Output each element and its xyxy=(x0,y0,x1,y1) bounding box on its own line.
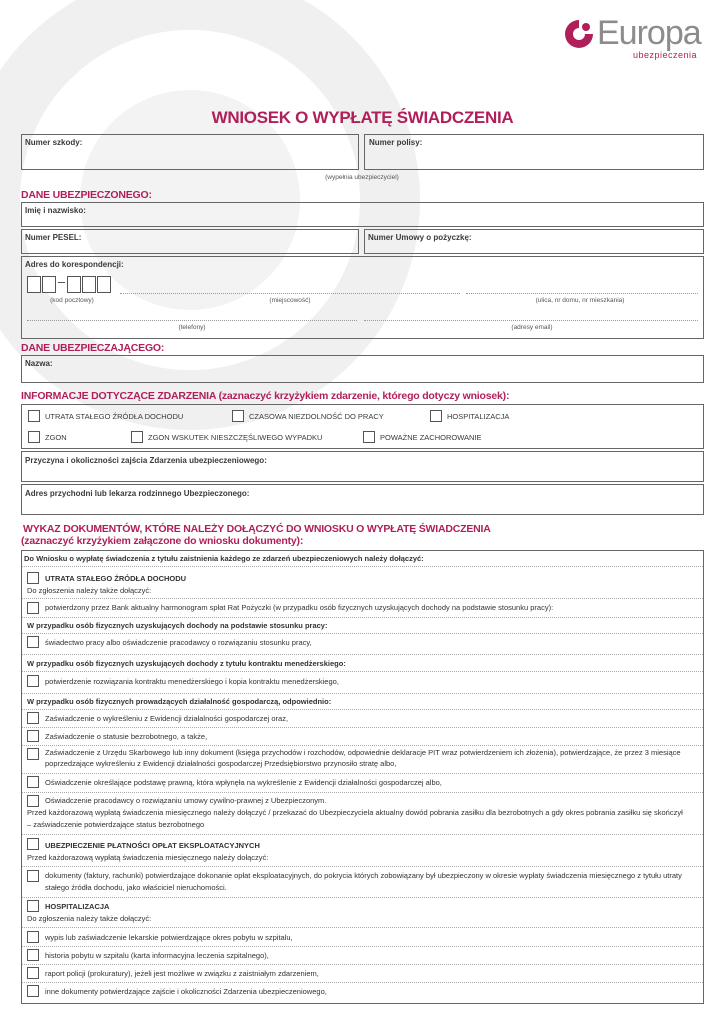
divider xyxy=(22,964,703,965)
business-heading: W przypadku osób fizycznych prowadzących działalność gospodarczą, odpowiednio: xyxy=(27,697,332,706)
invoices-text-1: dokumenty (faktury, rachunki) potwierdzające dokonanie opłat eksploatacyjnych, do pokrycia których zobowiązany był ubezpieczony w okresie wypłaty świadczenia miesięcznego z tytułu utraty xyxy=(45,871,682,880)
unemployed-status-text: Zaświadczenie o statusie bezrobotnego, a także, xyxy=(45,732,208,741)
police-report-text: raport policji (prokuratury), jeżeli jest możliwe w związku z zaistniałym zdarzeniem, xyxy=(45,969,319,978)
docs-intro: Do Wniosku o wypłatę świadczenia z tytułu zaistnienia każdego ze zdarzeń ubezpieczeniowych należy dołączyć: xyxy=(24,554,424,563)
loan-number-label: Numer Umowy o pożyczkę: xyxy=(368,233,472,242)
event-incapacity-checkbox[interactable] xyxy=(232,410,244,422)
employment-heading: W przypadku osób fizycznych uzyskujących dochody na podstawie stosunku pracy: xyxy=(27,621,328,630)
city-line[interactable] xyxy=(120,293,460,294)
event-hospital-label: HOSPITALIZACJA xyxy=(447,412,510,421)
insurer-name-label: Nazwa: xyxy=(25,359,53,368)
event-job-loss-checkbox[interactable] xyxy=(28,410,40,422)
event-illness-label: POWAŻNE ZACHOROWANIE xyxy=(380,433,482,442)
street-caption: (ulica, nr domu, nr mieszkania) xyxy=(535,297,625,304)
event-death-checkbox[interactable] xyxy=(28,431,40,443)
monthly-note-2: – zaświadczenie potwierdzające status bezrobotnego xyxy=(27,820,205,829)
email-caption: (adresy email) xyxy=(511,324,553,331)
divider xyxy=(22,792,703,793)
divider xyxy=(22,727,703,728)
tax-office-text-1: Zaświadczenie z Urzędu Skarbowego lub inny dokument (księga przychodów i rozchodów, odpowiednie deklaracje PIT wraz potwierdzeniem ich złożenia), potwierdzające, że przez 3 miesiące xyxy=(45,748,681,757)
job-loss-title: UTRATA STAŁEGO ŹRÓDŁA DOCHODU xyxy=(45,574,187,583)
event-illness-checkbox[interactable] xyxy=(363,431,375,443)
divider xyxy=(22,897,703,898)
cause-label: Przyczyna i okoliczności zajścia Zdarzenia ubezpieczeniowego: xyxy=(25,456,267,465)
utility-fees-title: UBEZPIECZENIE PŁATNOŚCI OPŁAT EKSPLOATACYJNYCH xyxy=(45,841,260,850)
hospitalization-checkbox[interactable] xyxy=(27,900,39,912)
loan-number-field[interactable] xyxy=(364,229,704,254)
event-death-label: ZGON xyxy=(45,433,67,442)
event-heading: INFORMACJE DOTYCZĄCE ZDARZENIA (zaznaczyć krzyżykiem zdarzenie, którego dotyczy wniosek): xyxy=(21,390,510,402)
divider xyxy=(22,745,703,746)
postal-caption: (kod pocztowy) xyxy=(50,297,94,304)
schedule-checkbox[interactable] xyxy=(27,602,39,614)
phones-caption: (telefony) xyxy=(178,324,206,331)
event-hospital-checkbox[interactable] xyxy=(430,410,442,422)
policy-number-label: Numer polisy: xyxy=(369,138,423,147)
street-line[interactable] xyxy=(466,293,698,294)
logo-mark-icon xyxy=(563,18,595,50)
divider xyxy=(22,709,703,710)
divider xyxy=(22,617,703,618)
other-docs-checkbox[interactable] xyxy=(27,985,39,997)
divider xyxy=(22,773,703,774)
event-job-loss-label: UTRATA STAŁEGO ŹRÓDŁA DOCHODU xyxy=(45,412,184,421)
legal-basis-text: Oświadczenie określające podstawę prawną, która wpłynęła na wykreślenie z Ewidencji działalności gospodarczej albo, xyxy=(45,778,442,787)
divider xyxy=(22,927,703,928)
divider xyxy=(22,866,703,867)
full-name-field[interactable] xyxy=(21,202,704,227)
unemployed-status-checkbox[interactable] xyxy=(27,730,39,742)
divider xyxy=(22,671,703,672)
hospital-history-text: historia pobytu w szpitalu (karta informacyjna leczenia szpitalnego), xyxy=(45,951,269,960)
legal-basis-checkbox[interactable] xyxy=(27,776,39,788)
docs-subheading: (zaznaczyć krzyżykiem załączone do wniosku dokumenty): xyxy=(21,535,304,547)
invoices-text-2: stałego źródła dochodu, jako właściciel nieruchomości. xyxy=(45,883,227,892)
manager-contract-checkbox[interactable] xyxy=(27,675,39,687)
logo-subtitle: ubezpieczenia xyxy=(633,50,698,60)
divider xyxy=(22,982,703,983)
hospitalization-also: Do zgłoszenia należy także dołączyć: xyxy=(27,914,152,923)
divider xyxy=(22,598,703,599)
other-docs-text: inne dokumenty potwierdzające zajście i okoliczności Zdarzenia ubezpieczeniowego, xyxy=(45,987,327,996)
docs-heading: WYKAZ DOKUMENTÓW, KTÓRE NALEŻY DOŁĄCZYĆ DO WNIOSKU O WYPŁATĘ ŚWIADCZENIA xyxy=(23,523,491,535)
event-incapacity-label: CZASOWA NIEZDOLNOŚĆ DO PRACY xyxy=(249,412,384,421)
policy-number-field[interactable] xyxy=(364,134,704,170)
clinic-label: Adres przychodni lub lekarza rodzinnego Ubezpieczonego: xyxy=(25,489,250,498)
full-name-label: Imię i nazwisko: xyxy=(25,206,86,215)
hospital-history-checkbox[interactable] xyxy=(27,949,39,961)
utility-fees-checkbox[interactable] xyxy=(27,838,39,850)
divider xyxy=(22,633,703,634)
email-line[interactable] xyxy=(364,320,698,321)
postal-dash xyxy=(58,282,65,283)
deregistration-text: Zaświadczenie o wykreśleniu z Ewidencji działalności gospodarczej oraz, xyxy=(45,714,289,723)
cause-field[interactable] xyxy=(21,451,704,482)
address-label: Adres do korespondencji: xyxy=(25,260,124,269)
manager-heading: W przypadku osób fizycznych uzyskujących dochody z tytułu kontraktu menedżerskiego: xyxy=(27,659,346,668)
discharge-text: wypis lub zaświadczenie lekarskie potwierdzające okres pobytu w szpitalu, xyxy=(45,933,293,942)
deregistration-checkbox[interactable] xyxy=(27,712,39,724)
pesel-label: Numer PESEL: xyxy=(25,233,82,242)
discharge-checkbox[interactable] xyxy=(27,931,39,943)
utility-fees-also: Przed każdorazową wypłatą świadczenia miesięcznego należy dołączyć: xyxy=(27,853,269,862)
tax-office-checkbox[interactable] xyxy=(27,748,39,760)
insurer-name-field[interactable] xyxy=(21,355,704,383)
job-loss-checkbox[interactable] xyxy=(27,572,39,584)
phones-line[interactable] xyxy=(27,320,357,321)
work-certificate-checkbox[interactable] xyxy=(27,636,39,648)
insured-heading: DANE UBEZPIECZONEGO: xyxy=(21,189,152,201)
divider xyxy=(22,946,703,947)
insurer-heading: DANE UBEZPIECZAJĄCEGO: xyxy=(21,342,165,354)
city-caption: (miejscowość) xyxy=(269,297,311,304)
civil-contract-checkbox[interactable] xyxy=(27,795,39,807)
event-accident-death-label: ZGON WSKUTEK NIESZCZĘŚLIWEGO WYPADKU xyxy=(148,433,323,442)
divider xyxy=(22,834,703,835)
tax-office-text-2: poprzedzające wykreśleniu z Ewidencji działalności gospodarczej Przedsiębiorstwo przynosiło stratę albo, xyxy=(45,759,397,768)
police-report-checkbox[interactable] xyxy=(27,967,39,979)
clinic-field[interactable] xyxy=(21,484,704,515)
divider xyxy=(22,693,703,694)
civil-contract-text: Oświadczenie pracodawcy o rozwiązaniu umowy cywilno-prawnej z Ubezpieczonym. xyxy=(45,796,327,805)
postal-digit-1[interactable] xyxy=(27,276,41,293)
claim-number-label: Numer szkody: xyxy=(25,138,83,147)
divider xyxy=(22,566,703,567)
logo-wordmark: Europa xyxy=(597,14,701,52)
claim-number-field[interactable] xyxy=(21,134,359,170)
divider xyxy=(22,654,703,655)
schedule-text: potwierdzony przez Bank aktualny harmonogram spłat Rat Pożyczki (w przypadku osób fizycznych uzyskujących dochody na podstawie stosunku pracy): xyxy=(45,603,554,612)
invoices-checkbox[interactable] xyxy=(27,870,39,882)
europa-logo xyxy=(563,14,703,60)
event-accident-death-checkbox[interactable] xyxy=(131,431,143,443)
work-certificate-text: świadectwo pracy albo oświadczenie pracodawcy o rozwiązaniu stosunku pracy, xyxy=(45,638,312,647)
page-title: WNIOSEK O WYPŁATĘ ŚWIADCZENIA xyxy=(211,108,514,127)
postal-digit-3[interactable] xyxy=(67,276,81,293)
postal-digit-4[interactable] xyxy=(82,276,96,293)
postal-digit-5[interactable] xyxy=(97,276,111,293)
pesel-field[interactable] xyxy=(21,229,359,254)
hospitalization-title: HOSPITALIZACJA xyxy=(45,902,110,911)
insurer-fill-note: (wypełnia ubezpieczyciel) xyxy=(325,174,399,181)
postal-digit-2[interactable] xyxy=(42,276,56,293)
manager-contract-text: potwierdzenie rozwiązania kontraktu menedżerskiego i kopia kontraktu menedżerskiego, xyxy=(45,677,339,686)
monthly-note-1: Przed każdorazową wypłatą świadczenia miesięcznego należy dołączyć / przekazać do Ubezpieczyciela aktualny dowód pobrania zasiłku dla bezrobotnych a gdy okres pobrania zasiłku się skończył xyxy=(27,808,683,817)
job-loss-also: Do zgłoszenia należy także dołączyć: xyxy=(27,586,152,595)
